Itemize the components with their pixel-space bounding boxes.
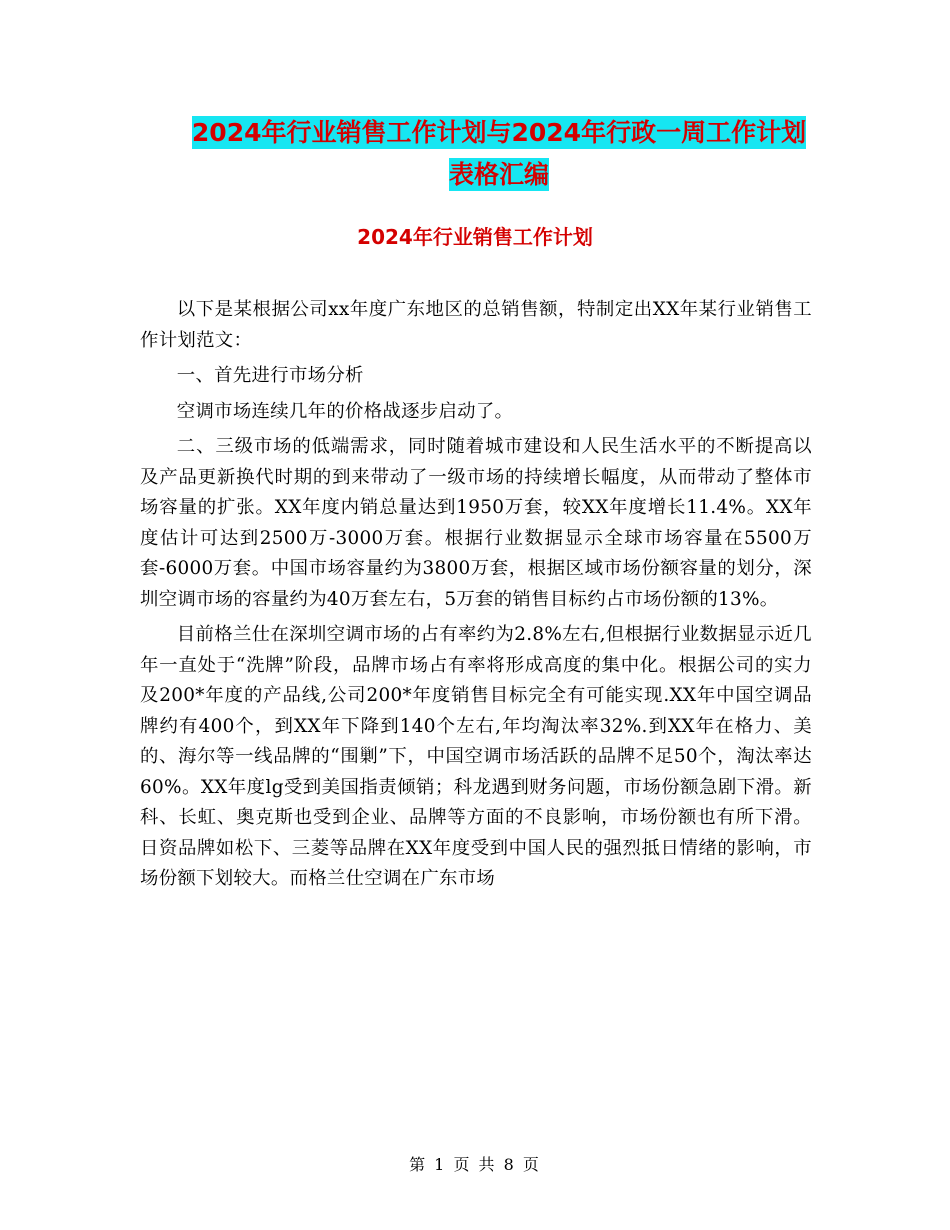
document-title-line-2: 表格汇编 — [448, 160, 549, 189]
paragraph-intro: 以下是某根据公司xx年度广东地区的总销售额，特制定出XX年某行业销售工作计划范文： — [140, 299, 812, 351]
paragraph-price-war: 空调市场连续几年的价格战逐步启动了。 — [176, 400, 514, 422]
paragraph-market-capacity: 二、三级市场的低端需求，同时随着城市建设和人民生活水平的不断提高以及产品更新换代时期的到来带动了一级市场的持续增长幅度，从而带动了整体市场容量的扩张。XX年度内销总量达到1950万套，较XX年度增长11.4%。XX年度估计可达到2500万-3000万套。根据行业数据显示全球市场容量在5500万套-6000万套。中国市场容量约为3800万套，根据区域市场份额容量的划分，深圳空调市场的容量约为40万套左右，5万套的销售目标约占市场份额的13%。 — [140, 436, 812, 610]
page-number-footer: 第 1 页 共 8 页 — [409, 1155, 541, 1174]
document-title — [140, 112, 858, 196]
section-title: 2024年行业销售工作计划 — [357, 225, 593, 249]
paragraph-heading-market-analysis: 一、首先进行市场分析 — [176, 365, 364, 386]
paragraph-brand-share: 目前格兰仕在深圳空调市场的占有率约为2.8%左右,但根据行业数据显示近几年一直处于“洗牌”阶段，品牌市场占有率将形成高度的集中化。根据公司的实力及200*年度的产品线,公司200*年度销售目标完全有可能实现.XX年中国空调品牌约有400个，到XX年下降到140个左右,年均淘汰率32%.到XX年在格力、美的、海尔等一线品牌的“围剿”下，中国空调市场活跃的品牌不足50个，淘汰率达60%。XX年度lg受到美国指责倾销；科龙遇到财务问题，市场份额急剧下滑。新科、长虹、奥克斯也受到企业、品牌等方面的不良影响，市场份额也有所下滑。日资品牌如松下、三菱等品牌在XX年度受到中国人民的强烈抵日情绪的影响，市场份额下划较大。而格兰仕空调在广东市场 — [140, 624, 812, 889]
document-title-line-1: 2024年行业销售工作计划与2024年行政一周工作计划 — [191, 118, 807, 147]
document-body — [140, 295, 812, 900]
